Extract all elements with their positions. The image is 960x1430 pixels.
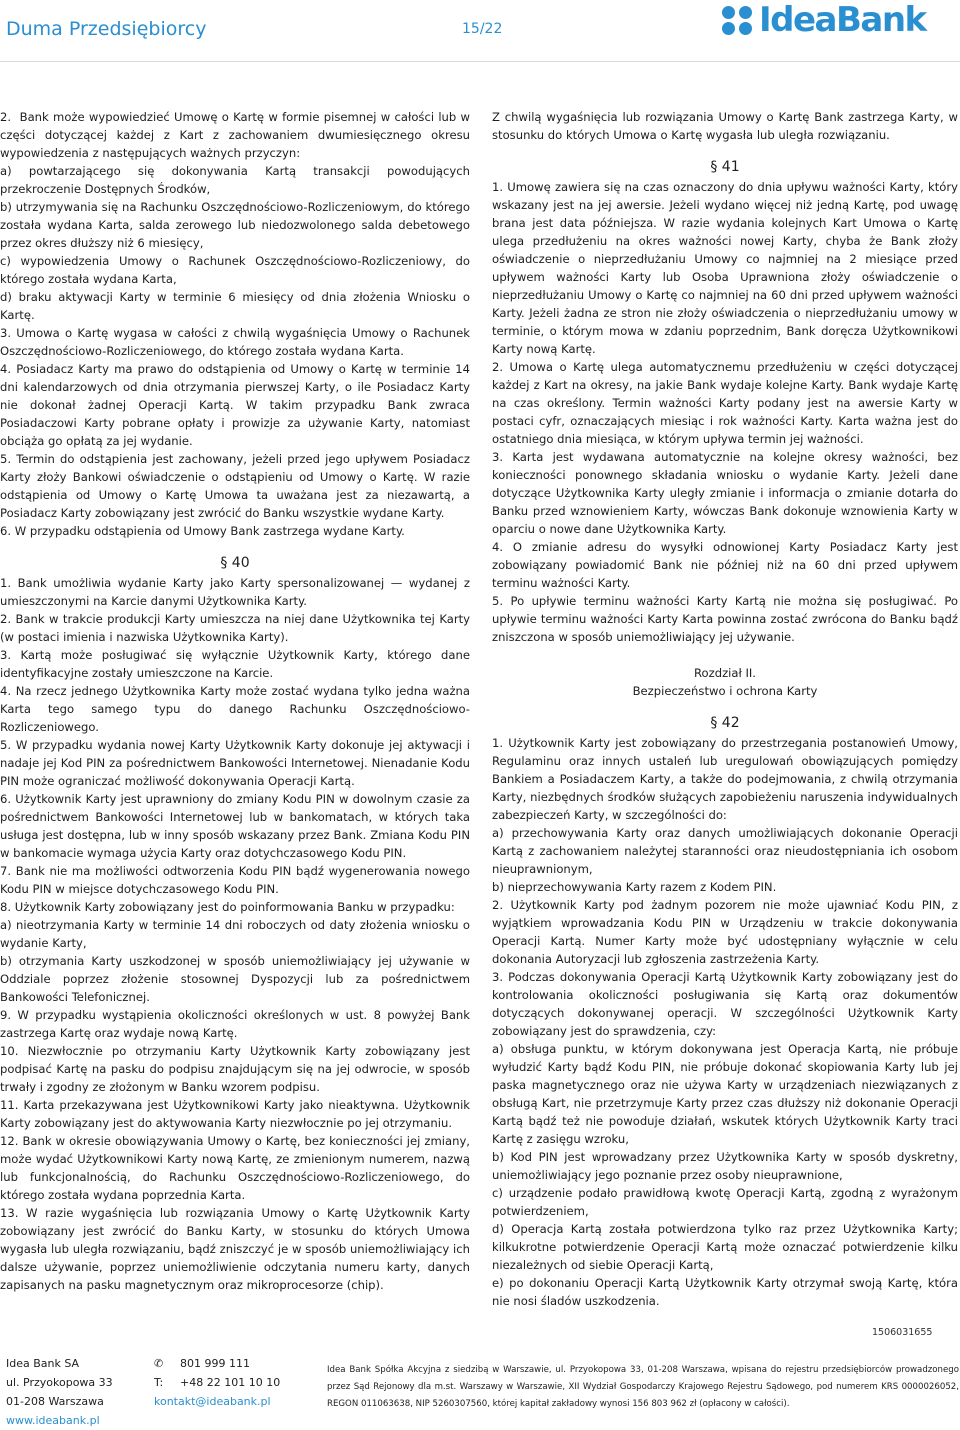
s40-item-8b: b) otrzymania Karty uszkodzonej w sposób uniemożliwiający jej używanie w Oddziale poprzez złożenie stosownej Dyspozycji lub za pośrednictwem Bankowości Telefonicznej. bbox=[0, 954, 470, 1004]
page-footer bbox=[0, 1354, 960, 1427]
tel-number: +48 22 101 10 10 bbox=[180, 1376, 281, 1389]
s40-item-8a: a) nieotrzymania Karty w terminie 14 dni roboczych od daty złożenia wniosku o wydanie Karty, bbox=[0, 918, 470, 950]
paragraph-5: 5. Termin do odstąpienia jest zachowany, jeżeli przed jego upływem Posiadacz Karty złoży Bankowi oświadczenie o odstąpieniu od Umowy o Kartę. W razie odstąpienia od Umowy o Kartę Umowa ta uważana jest za niezawartą, a Posiadacz Karty zobowiązany jest zwrócić do Banku wszystkie wydane Karty. bbox=[0, 452, 470, 520]
s40-item-3: 3. Kartą może posługiwać się wyłącznie Użytkownik Karty, którego dane identyfikacyjne zostały umieszczone na Karcie. bbox=[0, 648, 470, 680]
right-intro: Z chwilą wygaśnięcia lub rozwiązania Umowy o Kartę Bank zastrzega Karty, w stosunku do których Umowa o Kartę wygasła lub uległa rozwiązaniu. bbox=[492, 110, 958, 142]
s42-item-3c: c) urządzenie podało prawidłową kwotę Operacji Kartą, zgodną z wyrażonym potwierdzeniem, bbox=[492, 1186, 958, 1218]
s41-item-2: 2. Umowa o Kartę ulega automatycznemu przedłużeniu w części dotyczącej każdej z Kart na okresy, na jakie Bank wydaje kolejne Karty. Bank wydaje Kartę na czas określony. Termin ważności Karty podany jest na awersie Karty w postaci cyfr, oznaczających miesiąc i rok ważności Karty. Karta ważna jest do ostatniego dnia miesiąca, w którym upływa termin jej ważności. bbox=[492, 360, 958, 446]
page-number: 15/22 bbox=[462, 21, 503, 37]
logo-text: IdeaBank bbox=[759, 0, 926, 40]
s40-item-1: 1. Bank umożliwia wydanie Karty jako Karty spersonalizowanej — wydanej z umieszczonymi na Karcie danymi Użytkownika Karty. bbox=[0, 576, 470, 608]
s42-item-1b: b) nieprzechowywania Karty razem z Kodem PIN. bbox=[492, 880, 777, 894]
document-code: 1506031655 bbox=[872, 1327, 933, 1338]
chapter-number: Rozdział II. bbox=[694, 666, 756, 680]
s42-item-3e: e) po dokonaniu Operacji Kartą Użytkownik Karty otrzymał swoją Kartę, która nie nosi śladów uszkodzenia. bbox=[492, 1276, 958, 1308]
s40-item-6: 6. Użytkownik Karty jest uprawniony do zmiany Kodu PIN w dowolnym czasie za pośrednictwem Bankowości Internetowej lub w bankomatach, w których taka usługa jest dostępna, lub w inny sposób wskazany przez Bank. Zmiana Kodu PIN w bankomacie wymaga użycia Karty oraz dotychczasowego Kodu PIN. bbox=[0, 792, 470, 860]
paragraph-6: 6. W przypadku odstąpienia od Umowy Bank zastrzega wydane Karty. bbox=[0, 524, 405, 538]
s40-item-9: 9. W przypadku wystąpienia okoliczności określonych w ust. 8 powyżej Bank zastrzega Kartę oraz wydaje nową Kartę. bbox=[0, 1008, 470, 1040]
s40-item-8: 8. Użytkownik Karty zobowiązany jest do poinformowania Banku w przypadku: bbox=[0, 900, 455, 914]
s41-item-5: 5. Po upływie terminu ważności Karty Kartą nie można się posługiwać. Po upływie terminu ważności Karty Karta powinna zostać zwrócona do Banku bądź zniszczona w sposób uniemożliwiający jej używanie. bbox=[492, 594, 958, 644]
s40-item-13: 13. W razie wygaśnięcia lub rozwiązania Umowy o Kartę Użytkownik Karty zobowiązany jest zwrócić do Banku Karty, w stosunku do których Umowa wygasła lub uległa rozwiązaniu, bądź zniszczyć je w sposób uniemożliwiający ich dalsze używanie, poprzez uniemożliwienie odczytania numeru karty, danych zapisanych na pasku magnetycznym oraz mikroprocesorze (chip). bbox=[0, 1206, 470, 1292]
section-40-heading: § 40 bbox=[220, 555, 250, 571]
tel-label: T: bbox=[154, 1376, 164, 1389]
s40-item-7: 7. Bank nie ma możliwości odtworzenia Kodu PIN bądź wygenerowania nowego Kodu PIN w miejsce dotychczasowego Kodu PIN. bbox=[0, 864, 470, 896]
s42-item-3: 3. Podczas dokonywania Operacji Kartą Użytkownik Karty zobowiązany jest do kontrolowania okoliczności posługiwania się Kartą oraz dokumentów dotyczących dokonywanej operacji. W szczególności Użytkownik Karty zobowiązany jest do sprawdzenia, czy: bbox=[492, 970, 958, 1038]
document-title: Duma Przedsiębiorcy bbox=[6, 18, 207, 40]
left-column bbox=[0, 108, 470, 1294]
website-link[interactable]: www.ideabank.pl bbox=[6, 1414, 100, 1427]
s40-item-2: 2. Bank w trakcie produkcji Karty umieszcza na niej dane Użytkownika tej Karty (w postaci imienia i nazwiska Użytkownika Karty). bbox=[0, 612, 470, 644]
paragraph-2b: b) utrzymywania się na Rachunku Oszczędnościowo-Rozliczeniowym, do którego została wydana Karta, salda zerowego lub niedozwolonego salda debetowego przez okres dłuższy niż 6 miesięcy, bbox=[0, 200, 470, 250]
footer-contact bbox=[154, 1354, 280, 1411]
chapter-title: Bezpieczeństwo i ochrona Karty bbox=[632, 684, 818, 698]
bank-name: Idea Bank SA bbox=[6, 1357, 80, 1370]
s41-item-1: 1. Umowę zawiera się na czas oznaczony do dnia upływu ważności Karty, który wskazany jest na jej awersie. Jeżeli wydano więcej niż jedną Kartę, pod uwagę brana jest data późniejsza. W razie wydania kolejnych Kart Umowa o Kartę ulega przedłużeniu na okres ważności nowej Karty, chyba że Bank złoży oświadczenie o nieprzedłużaniu Umowy co najmniej na 2 miesiące przed upływem ważności Karty lub Osoba Uprawniona złoży oświadczenie o nieprzedłużaniu Umowy o Kartę co najmniej na 60 dni przed upływem ważności Karty. Jeżeli żadna ze stron nie złoży oświadczenia o nieprzedłużaniu umowy w terminie, o którym mowa w zdaniu poprzednim, Bank doręcza Użytkownikowi Karty nową Kartę. bbox=[492, 180, 958, 356]
section-41-heading: § 41 bbox=[710, 159, 740, 175]
paragraph-4: 4. Posiadacz Karty ma prawo do odstąpienia od Umowy o Kartę w terminie 14 dni kalendarzowych od dnia otrzymania pierwszej Karty, o ile Posiadacz Karty nie dokonał żadnej Operacji Kartą. W takim przypadku Bank zwraca Posiadaczowi Karty pobrane opłaty i prowizje za używanie Karty, natomiast obciąża go opłatą za jej wydanie. bbox=[0, 362, 470, 448]
footer-address bbox=[6, 1354, 113, 1430]
s42-item-3b: b) Kod PIN jest wprowadzany przez Użytkownika Karty w sposób dyskretny, uniemożliwiający jego poznanie przez osoby nieuprawnione, bbox=[492, 1150, 958, 1182]
right-column bbox=[492, 108, 958, 1310]
bank-city: 01-208 Warszawa bbox=[6, 1395, 104, 1408]
paragraph-2a: a) powtarzającego się dokonywania Kartą transakcji powodujących przekroczenie Dostępnych Środków, bbox=[0, 164, 470, 196]
paragraph-2c: c) wypowiedzenia Umowy o Rachunek Oszczędnościowo-Rozliczeniowy, do którego została wydana Karta, bbox=[0, 254, 470, 286]
s40-item-10: 10. Niezwłocznie po otrzymaniu Karty Użytkownik Karty zobowiązany jest podpisać Kartę na pasku do podpisu znajdującym się na jej odwrocie, w sposób trwały i zgodny ze złożonym w Banku wzorem podpisu. bbox=[0, 1044, 470, 1094]
s42-item-1a: a) przechowywania Karty oraz danych umożliwiających dokonanie Operacji Kartą z zachowaniem należytej staranności oraz nieudostępniania ich osobom nieuprawnionym, bbox=[492, 826, 958, 876]
header-divider bbox=[0, 61, 960, 62]
s42-item-3a: a) obsługa punktu, w którym dokonywana jest Operacja Kartą, nie próbuje wyłudzić Karty bądź Kodu PIN, nie próbuje dokonać skopiowania Karty lub jej paska magnetycznego oraz nie używa Karty w urządzeniach niezwiązanych z obsługą Kart, nie przetrzymuje Karty przez czas dłuższy niż dokonanie Operacji Kartą bądź też nie powoduje działań, wskutek których Użytkownik Karty traci Kartę z zasięgu wzroku, bbox=[492, 1042, 958, 1146]
paragraph-2: 2. Bank może wypowiedzieć Umowę o Kartę w formie pisemnej w całości lub w części dotyczącej każdej z Kart z zachowaniem dwumiesięcznego okresu wypowiedzenia z następujących ważnych przyczyn: bbox=[0, 110, 471, 160]
s40-item-11: 11. Karta przekazywana jest Użytkownikowi Karty jako nieaktywna. Użytkownik Karty zobowiązany jest do aktywowania Karty niezwłocznie po jej otrzymaniu. bbox=[0, 1098, 470, 1130]
legal-notice: Idea Bank Spółka Akcyjna z siedzibą w Warszawie, ul. Przyokopowa 33, 01-208 Warszawa, wpisana do rejestru przedsiębiorców prowadzonego przez Sąd Rejonowy dla m.st. Warszawy w Warszawie, XII Wydział Gospodarczy Krajowego Rejestru Sądowego, pod numerem KRS 0000026052, REGON 011063638, NIP 5260307560, której kapitał zakładowy wynosi 156 803 962 zł (opłacony w całości). bbox=[327, 1365, 959, 1409]
s42-item-3d: d) Operacja Kartą została potwierdzona tylko raz przez Użytkownika Karty; kilkukrotne potwierdzenie Operacji Kartą może oznaczać potwierdzenie kilku niezależnych od siebie Operacji Kartą, bbox=[492, 1222, 958, 1272]
chapter-heading bbox=[492, 664, 958, 700]
section-42-heading: § 42 bbox=[710, 715, 740, 731]
paragraph-2d: d) braku aktywacji Karty w terminie 6 miesięcy od dnia złożenia Wniosku o Kartę. bbox=[0, 290, 470, 322]
hotline-number: 801 999 111 bbox=[180, 1357, 250, 1370]
logo-dots-icon bbox=[722, 6, 753, 35]
s40-item-5: 5. W przypadku wydania nowej Karty Użytkownik Karty dokonuje jej aktywacji i nadaje jej Kod PIN za pośrednictwem Bankowości Internetowej. Nienadanie Kodu PIN może ograniczać możliwość dokonywania Operacji Kartą. bbox=[0, 738, 470, 788]
s42-item-1: 1. Użytkownik Karty jest zobowiązany do przestrzegania postanowień Umowy, Regulaminu oraz innych ustaleń lub uregulowań obowiązujących pomiędzy Bankiem a Posiadaczem Karty, a także do podejmowania, z chwilą otrzymania Karty, niezbędnych środków służących zapobieżeniu naruszenia indywidualnych zabezpieczeń Karty, w szczególności do: bbox=[492, 736, 958, 822]
s41-item-3: 3. Karta jest wydawana automatycznie na kolejne okresy ważności, bez konieczności ponownego składania wniosku o wydanie Karty. Jeżeli dane dotyczące Użytkownika Karty uległy zmianie i informacja o zmianie dotarła do Banku przed wznowieniem Karty, wówczas Bank dokonuje wznowienia Karty w oparciu o nowe dane Użytkownika Karty. bbox=[492, 450, 958, 536]
s40-item-4: 4. Na rzecz jednego Użytkownika Karty może zostać wydana tylko jedna ważna Karta tego samego typu do danego Rachunku Oszczędnościowo-Rozliczeniowego. bbox=[0, 684, 470, 734]
s42-item-2: 2. Użytkownik Karty pod żadnym pozorem nie może ujawniać Kodu PIN, z wyjątkiem wprowadzania Kodu PIN w Urządzeniu w trakcie dokonywania Operacji Kartą. Numer Karty może być udostępniany wyłącznie w celu dokonania Autoryzacji lub zgłoszenia zastrzeżenia Karty. bbox=[492, 898, 958, 966]
s40-item-12: 12. Bank w okresie obowiązywania Umowy o Kartę, bez konieczności jej zmiany, może wydać Użytkownikowi Karty nową Kartę, ze zmienionym numerem, nazwą lub funkcjonalnością, do Rachunku Oszczędnościowo-Rozliczeniowego, do którego została wydana poprzednia Karta. bbox=[0, 1134, 470, 1202]
bank-street: ul. Przyokopowa 33 bbox=[6, 1376, 113, 1389]
email-link[interactable]: kontakt@ideabank.pl bbox=[154, 1395, 271, 1408]
idea-bank-logo bbox=[722, 2, 958, 38]
page-header bbox=[0, 0, 960, 62]
s41-item-4: 4. O zmianie adresu do wysyłki odnowionej Karty Posiadacz Karty jest zobowiązany powiadomić Bank nie później niż na 60 dni przed upływem terminu ważności Karty. bbox=[492, 540, 958, 590]
paragraph-3: 3. Umowa o Kartę wygasa w całości z chwilą wygaśnięcia Umowy o Rachunek Oszczędnościowo-Rozliczeniowego, do którego została wydana Karta. bbox=[0, 326, 470, 358]
phone-icon: ✆ bbox=[154, 1357, 164, 1370]
